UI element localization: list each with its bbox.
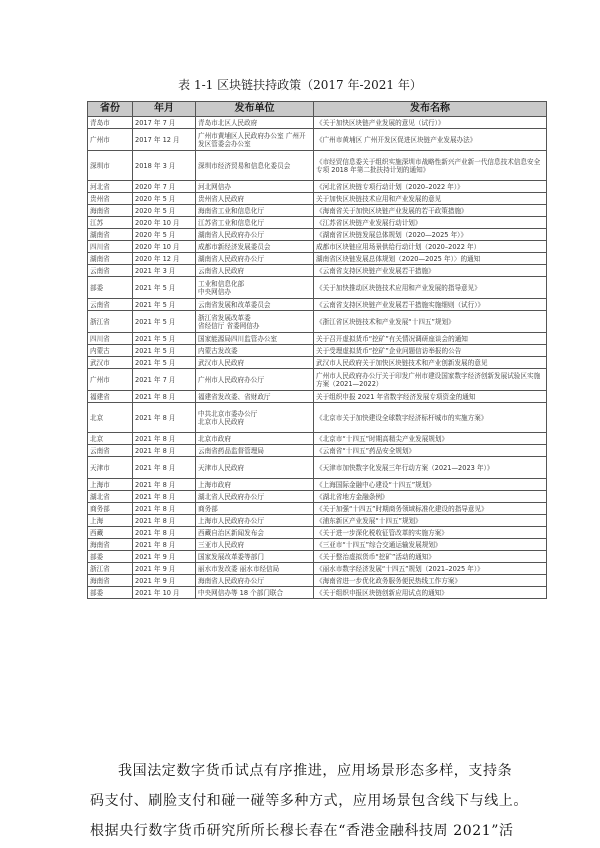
cell-issuer: 云南省药品监督管理局 <box>196 445 314 457</box>
cell-date: 2021 年 9 月 <box>133 563 196 575</box>
cell-issuer: 青岛市北区人民政府 <box>196 117 314 129</box>
cell-issuer: 福建省发改委、省财政厅 <box>196 391 314 403</box>
table-row <box>88 575 547 587</box>
cell-province: 海南省 <box>88 205 133 217</box>
cell-province: 云南省 <box>88 445 133 457</box>
cell-province: 上海市 <box>88 479 133 491</box>
table-row <box>88 299 547 311</box>
cell-title: 《湖南省区块链发展总体规划（2020—2025 年）》 <box>314 229 547 241</box>
cell-date: 2021 年 8 月 <box>133 403 196 433</box>
cell-title: 《云南省“十四五”药品安全规划》 <box>314 445 547 457</box>
table-row <box>88 369 547 391</box>
cell-date: 2021 年 8 月 <box>133 445 196 457</box>
cell-issuer: 国家发展改革委等部门 <box>196 551 314 563</box>
cell-province: 北京 <box>88 433 133 445</box>
cell-date: 2020 年 5 月 <box>133 193 196 205</box>
cell-title: 《北京市关于加快建设全球数字经济标杆城市的实施方案》 <box>314 403 547 433</box>
cell-title: 《关于整治虚拟货币“挖矿”活动的通知》 <box>314 551 547 563</box>
cell-issuer: 上海市人民政府办公厅 <box>196 515 314 527</box>
cell-date: 2020 年 10 月 <box>133 217 196 229</box>
table-row <box>88 229 547 241</box>
cell-date: 2020 年 5 月 <box>133 229 196 241</box>
cell-date: 2017 年 7 月 <box>133 117 196 129</box>
cell-issuer: 深圳市经济贸易和信息化委员会 <box>196 151 314 181</box>
table-row <box>88 403 547 433</box>
table-body <box>88 117 547 599</box>
cell-date: 2021 年 9 月 <box>133 551 196 563</box>
cell-date: 2017 年 12 月 <box>133 129 196 151</box>
cell-date: 2021 年 5 月 <box>133 357 196 369</box>
cell-date: 2020 年 12 月 <box>133 253 196 265</box>
cell-province: 内蒙古 <box>88 345 133 357</box>
cell-issuer: 云南省人民政府 <box>196 265 314 277</box>
cell-issuer: 商务部 <box>196 503 314 515</box>
table-row <box>88 181 547 193</box>
cell-issuer: 中共北京市委办公厅 北京市人民政府 <box>196 403 314 433</box>
cell-issuer: 湖北省人民政府办公厅 <box>196 491 314 503</box>
cell-province: 部委 <box>88 587 133 599</box>
cell-province: 广州市 <box>88 369 133 391</box>
cell-title: 《云南省支持区块链产业发展若干措施》 <box>314 265 547 277</box>
cell-date: 2020 年 7 月 <box>133 181 196 193</box>
cell-date: 2021 年 8 月 <box>133 391 196 403</box>
table-row <box>88 205 547 217</box>
cell-issuer: 成都市新经济发展委员会 <box>196 241 314 253</box>
table-row <box>88 515 547 527</box>
cell-date: 2021 年 5 月 <box>133 333 196 345</box>
cell-title: 《广州市黄埔区 广州开发区促进区块链产业发展办法》 <box>314 129 547 151</box>
cell-province: 广州市 <box>88 129 133 151</box>
cell-date: 2021 年 5 月 <box>133 345 196 357</box>
cell-title: 《关于进一步深化税收征管改革的实施方案》 <box>314 527 547 539</box>
cell-issuer: 丽水市发改委 丽水市经信局 <box>196 563 314 575</box>
paragraph-line: 码支付、刷脸支付和碰一碰等多种方式，应用场景包含线下与线上。 <box>90 793 528 809</box>
cell-province: 贵州省 <box>88 193 133 205</box>
cell-issuer: 浙江省发展改革委 省经信厅 省委网信办 <box>196 311 314 333</box>
header-date: 年月 <box>133 102 196 117</box>
cell-title: 《关于组织申报区块链创新应用试点的通知》 <box>314 587 547 599</box>
cell-issuer: 北京市政府 <box>196 433 314 445</box>
cell-title: 《海南省关于加快区块链产业发展的若干政策措施》 <box>314 205 547 217</box>
table-row <box>88 241 547 253</box>
table-row <box>88 551 547 563</box>
cell-date: 2021 年 8 月 <box>133 433 196 445</box>
cell-title: 《三亚市“十四五”综合交通运输发展规划》 <box>314 539 547 551</box>
table-row <box>88 433 547 445</box>
cell-date: 2021 年 5 月 <box>133 299 196 311</box>
cell-date: 2021 年 5 月 <box>133 311 196 333</box>
cell-province: 河北省 <box>88 181 133 193</box>
cell-issuer: 贵州省人民政府 <box>196 193 314 205</box>
cell-title: 《北京市“十四五”时期高精尖产业发展规划》 <box>314 433 547 445</box>
cell-issuer: 江苏省工业和信息化厅 <box>196 217 314 229</box>
cell-province: 北京 <box>88 403 133 433</box>
cell-title: 《江苏省区块链产业发展行动计划》 <box>314 217 547 229</box>
table-row <box>88 129 547 151</box>
cell-date: 2021 年 8 月 <box>133 503 196 515</box>
cell-issuer: 工业和信息化部 中央网信办 <box>196 277 314 299</box>
table-row <box>88 265 547 277</box>
cell-date: 2021 年 8 月 <box>133 539 196 551</box>
cell-title: 《丽水市数字经济发展“十四五”规划（2021–2025 年）》 <box>314 563 547 575</box>
cell-title: 《市经贸信息委关于组织实施深圳市战略性新兴产业新一代信息技术信息安全专项 2018 年第二批扶持计划的通知》 <box>314 151 547 181</box>
header-province: 省份 <box>88 102 133 117</box>
cell-issuer: 西藏自治区新闻发布会 <box>196 527 314 539</box>
cell-title: 成都市区块链应用场景供给行动计划（2020–2022 年） <box>314 241 547 253</box>
table-row <box>88 479 547 491</box>
header-title: 发布名称 <box>314 102 547 117</box>
table-row <box>88 491 547 503</box>
cell-province: 浙江省 <box>88 563 133 575</box>
cell-title: 广州市人民政府办公厅关于印发广州市建设国家数字经济创新发展试验区实施方案（2021—2022） <box>314 369 547 391</box>
cell-date: 2021 年 7 月 <box>133 369 196 391</box>
table-row <box>88 503 547 515</box>
paragraph-line: 我国法定数字货币试点有序推进，应用场景形态多样，支持条 <box>118 763 513 779</box>
cell-province: 上海 <box>88 515 133 527</box>
cell-date: 2021 年 5 月 <box>133 277 196 299</box>
cell-province: 部委 <box>88 277 133 299</box>
table-header-row <box>88 102 547 117</box>
table-row <box>88 357 547 369</box>
cell-issuer: 海南省人民政府办公厅 <box>196 575 314 587</box>
cell-title: 关于组织申报 2021 年省数字经济发展专项资金的通知 <box>314 391 547 403</box>
cell-title: 《关于加快推动区块链技术应用和产业发展的指导意见》 <box>314 277 547 299</box>
cell-date: 2021 年 8 月 <box>133 491 196 503</box>
table-row <box>88 527 547 539</box>
cell-date: 2021 年 8 月 <box>133 515 196 527</box>
cell-date: 2020 年 5 月 <box>133 205 196 217</box>
cell-date: 2021 年 8 月 <box>133 479 196 491</box>
cell-province: 四川省 <box>88 241 133 253</box>
table-row <box>88 345 547 357</box>
cell-province: 江苏 <box>88 217 133 229</box>
cell-province: 海南省 <box>88 539 133 551</box>
table-row <box>88 563 547 575</box>
cell-province: 西藏 <box>88 527 133 539</box>
cell-province: 青岛市 <box>88 117 133 129</box>
table-row <box>88 539 547 551</box>
table-row <box>88 151 547 181</box>
cell-province: 部委 <box>88 551 133 563</box>
cell-title: 关于加快区块链技术应用和产业发展的意见 <box>314 193 547 205</box>
cell-date: 2021 年 10 月 <box>133 587 196 599</box>
table-caption: 表 1-1 区块链扶持政策（2017 年-2021 年） <box>178 78 422 92</box>
paragraph-line: 根据央行数字货币研究所所长穆长春在“香港金融科技周 2021”活 <box>90 823 514 839</box>
table-row <box>88 333 547 345</box>
cell-province: 福建省 <box>88 391 133 403</box>
cell-title: 湖南省区块链发展总体规划（2020—2025 年）〉的通知 <box>314 253 547 265</box>
table-row <box>88 391 547 403</box>
cell-issuer: 广州市人民政府办公厅 <box>196 369 314 391</box>
table-row <box>88 311 547 333</box>
table-row <box>88 445 547 457</box>
cell-issuer: 湖南省人民政府办公厅 <box>196 229 314 241</box>
table-row <box>88 193 547 205</box>
table-row <box>88 457 547 479</box>
cell-title: 《关于加快区块链产业发展的意见（试行）》 <box>314 117 547 129</box>
cell-issuer: 上海市政府 <box>196 479 314 491</box>
cell-issuer: 国家能源局四川监管办公室 <box>196 333 314 345</box>
cell-province: 云南省 <box>88 265 133 277</box>
cell-province: 商务部 <box>88 503 133 515</box>
cell-date: 2021 年 9 月 <box>133 575 196 587</box>
cell-title: 《天津市加快数字化发展三年行动方案（2021—2023 年）》 <box>314 457 547 479</box>
header-issuer: 发布单位 <box>196 102 314 117</box>
table-row <box>88 587 547 599</box>
cell-title: 关于召开虚拟货币“挖矿”有关情况调研座谈会的通知 <box>314 333 547 345</box>
cell-title: 《湖北省地方金融条例》 <box>314 491 547 503</box>
cell-issuer: 广州市黄埔区人民政府办公室 广州开发区管委会办公室 <box>196 129 314 151</box>
cell-province: 湖南省 <box>88 229 133 241</box>
cell-issuer: 海南省工业和信息化厅 <box>196 205 314 217</box>
cell-title: 《浙江省区块链技术和产业发展“十四五”规划》 <box>314 311 547 333</box>
cell-issuer: 云南省发展和改革委员会 <box>196 299 314 311</box>
cell-title: 《上海国际金融中心建设“十四五”规划》 <box>314 479 547 491</box>
cell-issuer: 三亚市人民政府 <box>196 539 314 551</box>
policy-table <box>87 101 547 599</box>
cell-title: 《浦东新区产业发展“十四五”规划》 <box>314 515 547 527</box>
cell-issuer: 内蒙古发改委 <box>196 345 314 357</box>
cell-province: 海南省 <box>88 575 133 587</box>
cell-title: 《云南省支持区块链产业发展若干措施实施细则（试行）》 <box>314 299 547 311</box>
cell-date: 2021 年 3 月 <box>133 265 196 277</box>
cell-date: 2021 年 8 月 <box>133 527 196 539</box>
cell-province: 深圳市 <box>88 151 133 181</box>
cell-province: 湖南省 <box>88 253 133 265</box>
cell-province: 武汉市 <box>88 357 133 369</box>
cell-issuer: 湖南省人民政府办公厅 <box>196 253 314 265</box>
table-row <box>88 277 547 299</box>
table-row <box>88 117 547 129</box>
cell-title: 武汉市人民政府关于加快区块链技术和产业创新发展的意见 <box>314 357 547 369</box>
cell-issuer: 武汉市人民政府 <box>196 357 314 369</box>
cell-date: 2018 年 3 月 <box>133 151 196 181</box>
cell-date: 2021 年 8 月 <box>133 457 196 479</box>
cell-title: 《河北省区块链专项行动计划（2020–2022 年）》 <box>314 181 547 193</box>
cell-date: 2020 年 10 月 <box>133 241 196 253</box>
cell-title: 关于受理虚拟货币“挖矿”企业问题信访举报的公告 <box>314 345 547 357</box>
cell-province: 四川省 <box>88 333 133 345</box>
cell-issuer: 河北网信办 <box>196 181 314 193</box>
cell-issuer: 中央网信办等 18 个部门联合 <box>196 587 314 599</box>
cell-title: 《关于加强“十四五”时期商务领域标准化建设的指导意见》 <box>314 503 547 515</box>
cell-province: 浙江省 <box>88 311 133 333</box>
table-row <box>88 217 547 229</box>
cell-province: 湖北省 <box>88 491 133 503</box>
table-row <box>88 253 547 265</box>
cell-province: 天津市 <box>88 457 133 479</box>
cell-title: 《海南省进一步优化政务服务便民热线工作方案》 <box>314 575 547 587</box>
cell-province: 云南省 <box>88 299 133 311</box>
cell-issuer: 天津市人民政府 <box>196 457 314 479</box>
